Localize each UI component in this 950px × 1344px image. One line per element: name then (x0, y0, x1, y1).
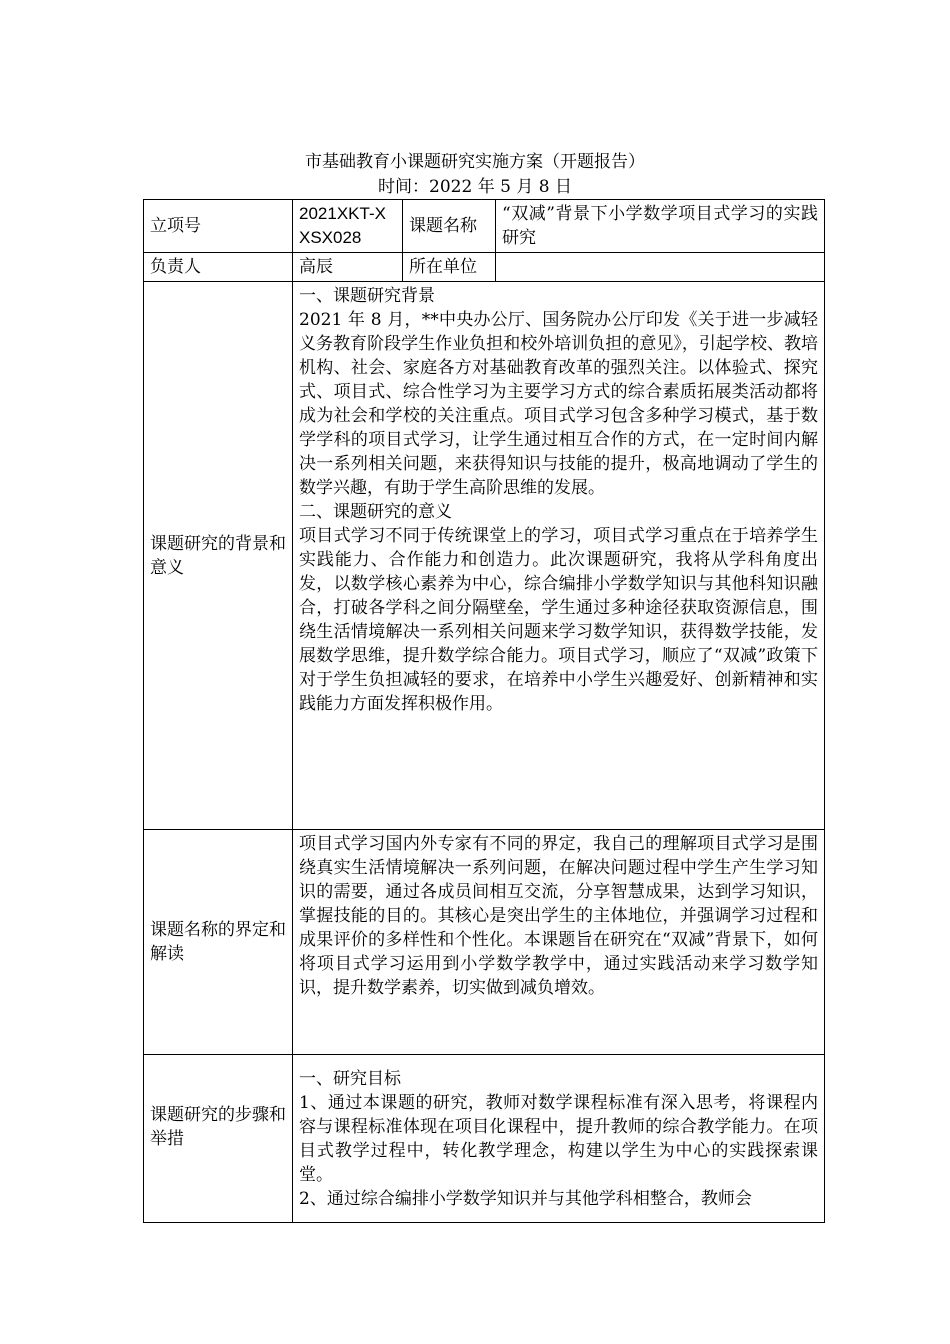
label-unit: 所在单位 (403, 253, 496, 282)
table-row-steps (144, 1055, 825, 1223)
table-row-project-id (144, 200, 825, 253)
label-topic-name: 课题名称 (403, 200, 496, 253)
value-leader: 高辰 (293, 253, 403, 282)
table-row-leader (144, 253, 825, 282)
goals-heading: 一、研究目标 (299, 1069, 401, 1089)
value-topic-name: “双减”背景下小学数学项目式学习的实践研究 (496, 200, 825, 253)
definition-paragraph: 项目式学习国内外专家有不同的界定，我自己的理解项目式学习是围绕真实生活情境解决一系列问题，在解决问题过程中学生产生学习知识的需要，通过各成员间相互交流，分享智慧成果，达到学习知识，掌握技能的目的。其核心是突出学生的主体地位，并强调学习过程和成果评价的多样性和个性化。本课题旨在研究在“双减”背景下，如何将项目式学习运用到小学数学教学中，通过实践活动来学习数学知识，提升数学素养，切实做到减负增效。 (299, 834, 818, 998)
document-header (0, 150, 950, 200)
goal-item-2: 2、通过综合编排小学数学知识并与其他学科相整合，教师会 (299, 1189, 752, 1209)
background-heading: 一、课题研究背景 (299, 286, 435, 306)
steps-label-text: 课题研究的步骤和举措 (150, 1105, 286, 1149)
value-project-id: 2021XKT-XXSX028 (293, 200, 403, 253)
table-row-background (144, 282, 825, 830)
label-steps (144, 1055, 293, 1223)
background-paragraph: 2021 年 8 月，**中央办公厅、国务院办公厅印发《关于进一步减轻义务教育阶段学生作业负担和校外培训负担的意见》，引起学校、教培机构、社会、家庭各方对基础教育改革的强烈关注。以体验式、探究式、项目式、综合性学习为主要学习方式的综合素质拓展类活动都将成为社会和学校的关注重点。项目式学习包含多种学习模式，基于数学学科的项目式学习，让学生通过相互合作的方式，在一定时间内解决一系列相关问题，来获得知识与技能的提升，极高地调动了学生的数学兴趣，有助于学生高阶思维的发展。 (299, 310, 818, 498)
significance-heading: 二、课题研究的意义 (299, 502, 452, 522)
content-steps (293, 1055, 825, 1223)
label-background: 课题研究的背景和意义 (144, 282, 293, 830)
proposal-table (143, 199, 825, 1223)
table-row-definition (144, 830, 825, 1055)
content-background (293, 282, 825, 830)
significance-paragraph: 项目式学习不同于传统课堂上的学习，项目式学习重点在于培养学生实践能力、合作能力和创造力。此次课题研究，我将从学科角度出发，以数学核心素养为中心，综合编排小学数学知识与其他科知识融合，打破各学科之间分隔壁垒，学生通过多种途径获取资源信息，围绕生活情境解决一系列相关问题来学习数学知识，获得数学技能，发展数学思维，提升数学综合能力。项目式学习，顺应了“双减”政策下对于学生负担减轻的要求，在培养中小学生兴趣爱好、创新精神和实践能力方面发挥积极作用。 (299, 526, 818, 714)
goal-item-1: 1、通过本课题的研究，教师对数学课程标准有深入思考，将课程内容与课程标准体现在项目化课程中，提升教师的综合教学能力。在项目式教学过程中，转化教学理念，构建以学生为中心的实践探索课堂。 (299, 1093, 818, 1185)
document-title: 市基础教育小课题研究实施方案（开题报告） (305, 152, 645, 172)
document-date: 时间：2022 年 5 月 8 日 (378, 177, 572, 197)
content-definition (293, 830, 825, 1055)
label-definition: 课题名称的界定和解读 (144, 830, 293, 1055)
label-leader: 负责人 (144, 253, 293, 282)
value-unit (496, 253, 825, 282)
label-project-id: 立项号 (144, 200, 293, 253)
